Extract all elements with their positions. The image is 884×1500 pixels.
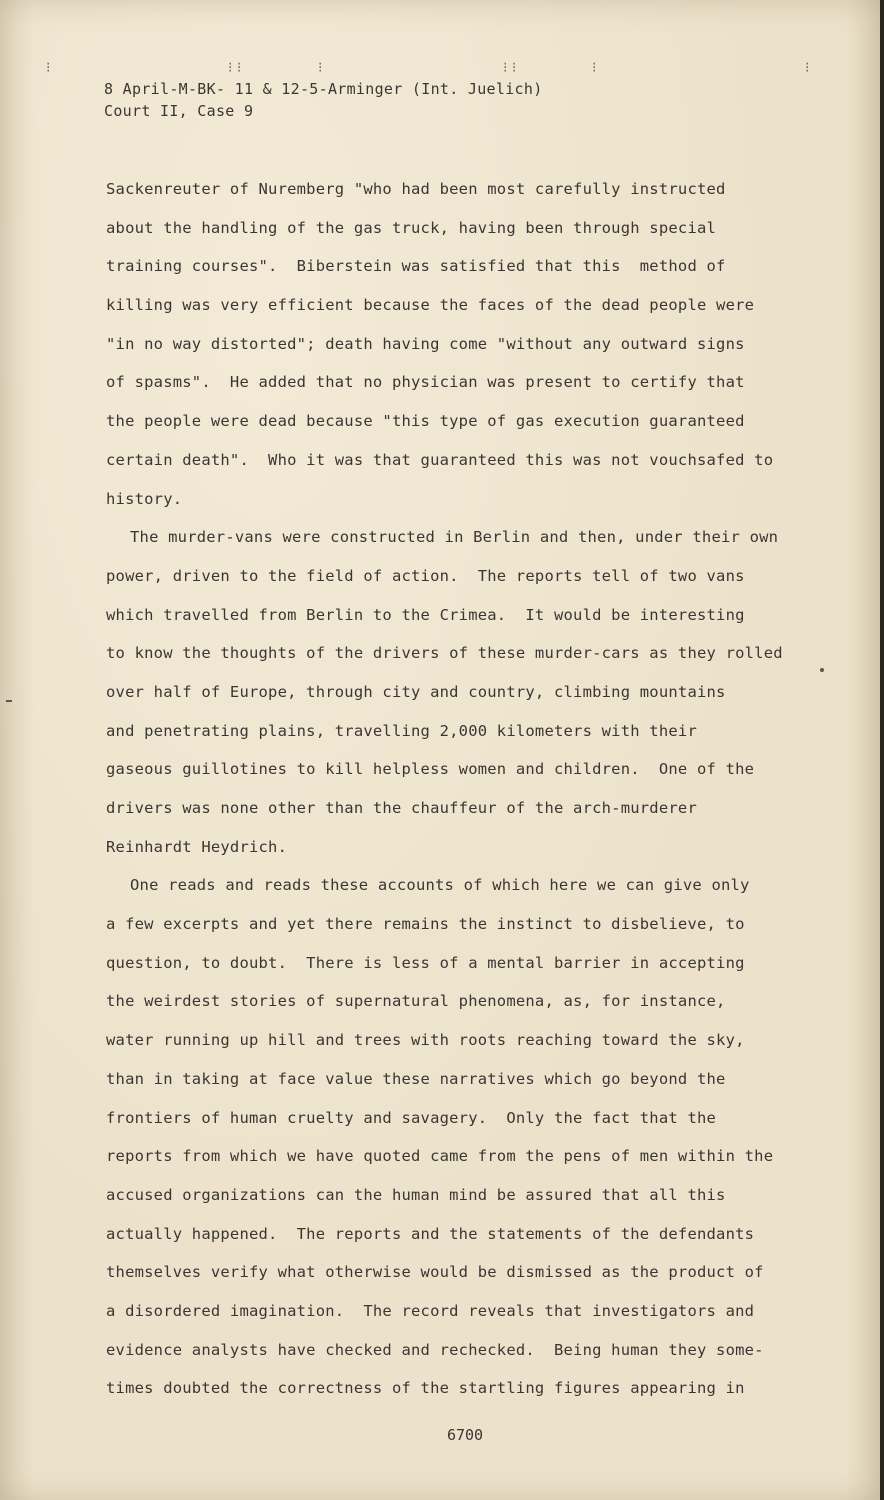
body-line: training courses". Biberstein was satisfied that this method of [106,257,726,276]
body-line: the weirdest stories of supernatural phenomena, as, for instance, [106,992,726,1011]
body-line: and penetrating plains, travelling 2,000 kilometers with their [106,721,697,740]
body-line: water running up hill and trees with roots reaching toward the sky, [106,1031,745,1050]
body-line: One reads and reads these accounts of which here we can give only [130,876,750,895]
body-line: killing was very efficient because the faces of the dead people were [106,296,755,315]
body-line: "in no way distorted"; death having come "without any outward signs [106,334,745,353]
body-line: times doubted the correctness of the startling figures appearing in [106,1379,745,1398]
body-line: history. [106,489,183,508]
punch-mark: ⁝ [46,60,51,76]
document-header [104,78,543,122]
body-line: frontiers of human cruelty and savagery. Only the fact that the [106,1108,717,1127]
punch-mark: ⁝ [318,60,323,76]
body-line: a disordered imagination. The record reveals that investigators and [106,1301,755,1320]
header-court: Court II, Case 9 [104,102,254,120]
punch-mark: ⁝ ⁝ [503,60,517,76]
body-line: certain death". Who it was that guaranteed this was not vouchsafed to [106,450,774,469]
margin-dash [6,700,12,702]
body-line: The murder-vans were constructed in Berlin and then, under their own [130,528,779,547]
body-line: reports from which we have quoted came from the pens of men within the [106,1147,774,1166]
punch-mark: ⁝ [805,60,810,76]
margin-dot [820,668,824,672]
punch-mark: ⁝ ⁝ [228,60,242,76]
page-number: 6700 [446,1426,484,1444]
header-case-reference: 8 April-M-BK- 11 & 12-5-Arminger (Int. Juelich) [104,80,543,98]
body-line: the people were dead because "this type of gas execution guaranteed [106,412,745,431]
body-line: of spasms". He added that no physician was present to certify that [106,373,745,392]
body-line: accused organizations can the human mind be assured that all this [106,1185,726,1204]
body-line: Reinhardt Heydrich. [106,837,288,856]
body-line: drivers was none other than the chauffeur of the arch-murderer [106,799,697,817]
body-line: question, to doubt. There is less of a mental barrier in accepting [106,953,745,972]
body-line: actually happened. The reports and the statements of the defendants [106,1224,755,1243]
body-line: Sackenreuter of Nuremberg "who had been most carefully instructed [106,180,726,198]
body-text [106,170,826,1408]
body-line: to know the thoughts of the drivers of these murder-cars as they rolled [106,644,783,663]
body-line: over half of Europe, through city and country, climbing mountains [106,682,726,701]
body-line: gaseous guillotines to kill helpless women and children. One of the [106,760,755,779]
body-line: about the handling of the gas truck, having been through special [106,218,717,237]
body-line: themselves verify what otherwise would be dismissed as the product of [106,1263,764,1282]
body-line: a few excerpts and yet there remains the instinct to disbelieve, to [106,915,745,934]
body-line: which travelled from Berlin to the Crimea. It would be interesting [106,605,745,624]
body-line: power, driven to the field of action. The reports tell of two vans [106,566,745,585]
body-line: evidence analysts have checked and rechecked. Being human they some- [106,1340,764,1359]
body-line: than in taking at face value these narratives which go beyond the [106,1069,726,1088]
punch-mark: ⁝ [592,60,597,76]
